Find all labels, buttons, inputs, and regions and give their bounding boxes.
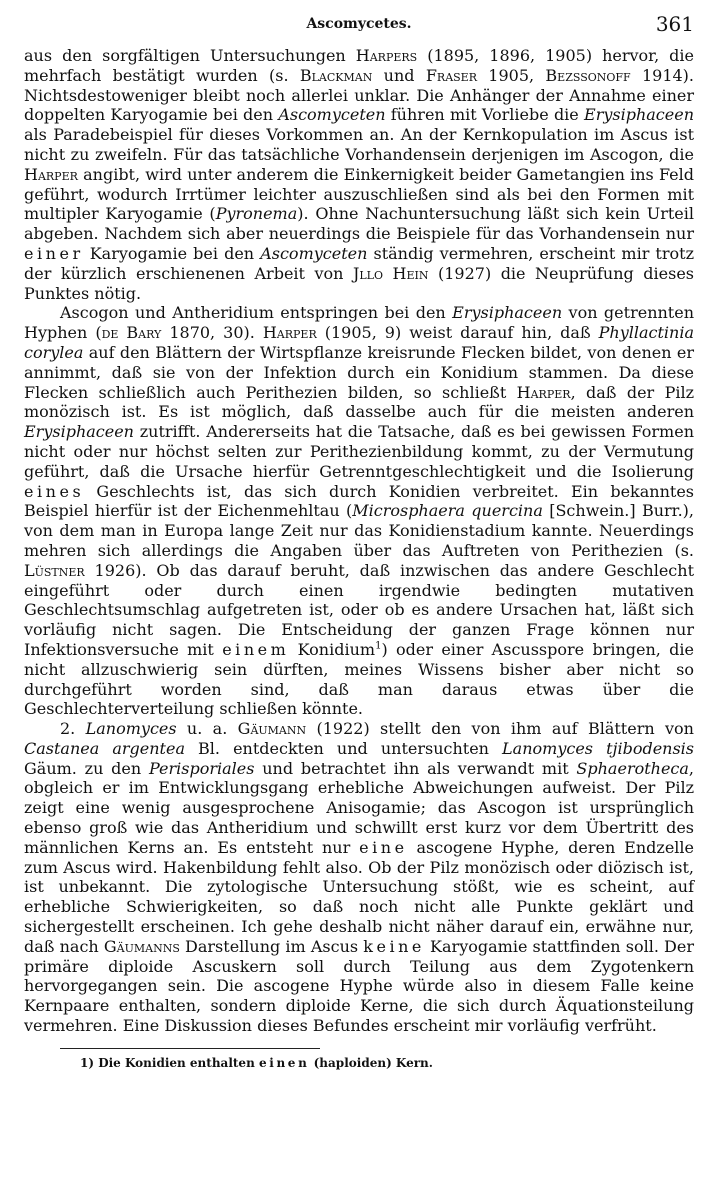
author-name: Fraser: [425, 65, 477, 85]
author-name: Harper: [262, 323, 317, 343]
spaced-emphasis: einen: [258, 1055, 310, 1070]
author-name: Blackman: [299, 65, 373, 85]
taxon-name: Ascomyceten: [260, 243, 368, 263]
taxon-name: Phyllactinia corylea: [24, 323, 695, 362]
spaced-emphasis: einem: [222, 639, 290, 659]
author-name: Gäumann: [237, 719, 307, 739]
author-name: Gäumanns: [103, 936, 180, 956]
page-number: 361: [655, 12, 694, 36]
author-name: Harper: [516, 382, 571, 402]
spaced-emphasis: eines: [24, 481, 85, 501]
author-name: Bezssonoff: [545, 65, 631, 85]
taxon-name: Ascomyceten: [278, 105, 386, 125]
taxon-name: Sphaerotheca: [576, 758, 689, 778]
spaced-emphasis: keine: [363, 936, 425, 956]
author-name: Lüstner: [24, 560, 85, 580]
taxon-name: Erysiphaceen: [24, 422, 134, 442]
taxon-name: Microsphaera quercina: [352, 501, 543, 521]
paragraph-2: Ascogon und Antheridium entspringen bei den Erysiphaceen von getrennten Hyphen (de Bary 1870, 30). Harper (1905, 9) weist darauf hin, daß Phyllactinia corylea auf den Blättern der Wirtspflanze kreisrunde Flecken bildet, von denen er annimmt, daß sie von der Infektion durch ein Konidium stammen. Da diese Flecken schließlich auch Perithezien bilden, so schließt Harper, daß der Pilz monözisch ist. Es ist möglich, daß dasselbe auch für die meisten anderen Erysiphaceen zutrifft. Andererseits hat die Tatsache, daß es bei gewissen Formen nicht oder nur höchst selten zur Perithezienbildung kommt, zu der Vermutung geführt, daß die Ursache hierfür Getrenntgeschlechtigkeit und die Isolierung eines Geschlechts ist, das sich durch Konidien verbreitet. Ein bekanntes Beispiel hierfür ist der Eichenmehltau (Microsphaera quercina [Schwein.] Burr.), von dem man in Europa lange Zeit nur das Konidienstadium kannte. Neuerdings mehren sich allerdings die Angaben über das Auftreten von Perithezien (s. Lüstner 1926). Ob das darauf beruht, daß inzwischen das andere Geschlecht eingeführt oder durch einen irgendwie bedingten mutativen Geschlechtsumschlag aufgetreten ist, oder ob es andere Ursachen hat, läßt sich vorläufig nicht sagen. Die Entscheidung der ganzen Frage können nur Infektionsversuche mit einem Konidium$^1$) oder einer Ascusspore bringen, die nicht allzuschwierig sein dürften, meines Wissens bisher aber nicht so durchgeführt worden sind, daß man daraus etwas über die Geschlechterverteilung schließen könnte.: [24, 303, 695, 719]
taxon-name: Erysiphaceen: [452, 303, 563, 323]
author-name: Harpers: [355, 46, 418, 65]
body-text: [24, 46, 694, 1036]
taxon-name: Perisporiales: [149, 758, 255, 778]
page-header: [24, 12, 694, 46]
paragraph-3: 2. Lanomyces u. a. Gäumann (1922) stellt den von ihm auf Blättern von Castanea argentea Bl. entdeckten und untersuchten Lanomyces tjibodensis Gäum. zu den Perisporiales und betrachtet ihn als verwandt mit Sphaerotheca, obgleich er im Entwicklungsgang erhebliche Abweichungen aufweist. Der Pilz zeigt eine wenig ausgesprochene Anisogamie; das Ascogon ist ursprünglich ebenso groß wie das Antheridium und schwillt erst kurz vor dem Übertritt des männlichen Kerns an. Es entsteht nur eine ascogene Hyphe, deren Endzelle zum Ascus wird. Hakenbildung fehlt also. Ob der Pilz monözisch oder diözisch ist, ist unbekannt. Die zytologische Untersuchung stößt, wie es scheint, auf erhebliche Schwierigkeiten, so daß noch nicht alle Punkte geklärt und sichergestellt erscheinen. Ich gehe deshalb nicht näher darauf ein, erwähne nur, daß nach Gäumanns Darstellung im Ascus keine Karyogamie stattfinden soll. Der primäre diploide Ascuskern soll durch Teilung aus dem Zygotenkern hervorgegangen sein. Die ascogene Hyphe würde also in diesem Falle keine Kernpaare enthalten, sondern diploide Kerne, die sich durch Äquationsteilung vermehren. Eine Diskussion dieses Befundes erscheint mir vorläufig verfrüht.: [24, 719, 695, 1036]
footnote-marker: 1: [375, 640, 382, 652]
spaced-emphasis: eine: [359, 837, 408, 857]
taxon-name: Lanomyces: [85, 719, 177, 739]
author-name: Jllo Hein: [352, 263, 429, 283]
taxon-name: Pyronema: [215, 204, 298, 224]
running-title: Ascomycetes.: [306, 16, 412, 32]
spaced-emphasis: einer: [24, 243, 84, 263]
author-name: Harper: [24, 164, 78, 184]
footnote: 1) Die Konidien enthalten einen (haploiden) Kern.: [80, 1055, 433, 1070]
taxon-name: Lanomyces tjibodensis: [502, 738, 695, 758]
footnote-divider: [60, 1048, 320, 1049]
author-name: de Bary: [101, 323, 162, 343]
taxon-name: Erysiphaceen: [584, 105, 694, 125]
footnote-number: 1): [80, 1055, 95, 1070]
taxon-name: Castanea argentea: [24, 738, 185, 758]
paragraph-1: aus den sorgfältigen Untersuchungen Harpers (1895, 1896, 1905) hervor, die mehrfach bestätigt wurden (s. Blackman und Fraser 1905, Bezssonoff 1914). Nichtsdestoweniger bleibt noch allerlei unklar. Die Anhänger der Annahme einer doppelten Karyogamie bei den Ascomyceten führen mit Vorliebe die Erysiphaceen als Paradebeispiel für dieses Vorkommen an. An der Kernkopulation im Ascus ist nicht zu zweifeln. Für das tatsächliche Vorhandensein derjenigen im Ascogon, die Harper angibt, wird unter anderem die Einkernigkeit beider Gametangien ins Feld geführt, wodurch Irrtümer leichter auszuschließen sind als bei den Formen mit multipler Karyogamie (Pyronema). Ohne Nachuntersuchung läßt sich kein Urteil abgeben. Nachdem sich aber neuerdings die Beispiele für das Vorhandensein nur einer Karyogamie bei den Ascomyceten ständig vermehren, erscheint mir trotz der kürzlich erschienenen Arbeit von Jllo Hein (1927) die Neuprüfung dieses Punktes nötig.: [24, 46, 695, 303]
